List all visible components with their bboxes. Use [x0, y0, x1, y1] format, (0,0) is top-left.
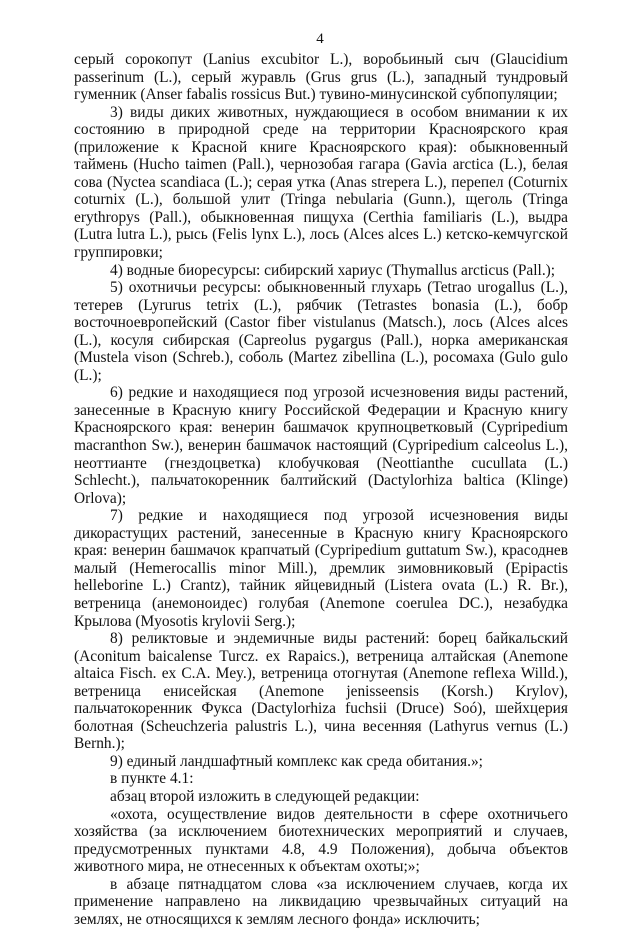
- paragraph-amendment: в абзаце пятнадцатом слова «за исключением случаев, когда их применение направлено на ликвидацию чрезвычайных ситуаций на землях, не относящихся к землям лесного фонда» исключить;: [74, 875, 568, 928]
- paragraph-item-8: 8) реликтовые и эндемичные виды растений: борец байкальский (Aconitum baicalense Turcz. ex Rapaics.), ветреница алтайская (Anemone altaica Fisch. ex C.A. Mey.), ветреница отогнутая (Anemone reflexa Willd.), ветреница енисейская (Anemone jenisseensis (Korsh.) Krylov), пальчатокоренник Фукса (Dactylorhiza fuchsii (Druce) Soó), шейхцерия болотная (Scheuchzeria palustris L.), чина весенняя (Lathyrus vernus (L.) Bernh.);: [74, 630, 568, 753]
- paragraph-continuation: серый сорокопут (Lanius excubitor L.), воробьиный сыч (Glaucidium passerinum (L.), серый журавль (Grus grus (L.), западный тундровый гуменник (Anser fabalis rossicus But.) тувино-минусинской субпопуляции;: [74, 51, 568, 104]
- paragraph-item-4: 4) водные биоресурсы: сибирский хариус (Thymallus arcticus (Pall.);: [110, 261, 556, 279]
- page-number: 4: [316, 31, 324, 47]
- paragraph-clause-4-1: в пункте 4.1:: [110, 770, 194, 788]
- paragraph-quoted-text: «охота, осуществление видов деятельности в сфере охотничьего хозяйства (за исключением биотехнических мероприятий и случаев, предусмотренных пунктами 4.8, 4.9 Положения), добыча объектов животного мира, не отнесенных к объектам охоты;»;: [74, 805, 568, 876]
- paragraph-item-7: 7) редкие и находящиеся под угрозой исчезновения виды дикорастущих растений, занесенные в Красную книгу Красноярского края: венерин башмачок крапчатый (Cypripedium guttatum Sw.), красоднев малый (Hemerocallis minor Mill.), дремлик зимовниковый (Epipactis helleborine L.) Crantz), тайник яйцевидный (Listera ovata (L.) R. Br.), ветреница (анемоноидес) голубая (Anemone coerulea DC.), незабудка Крылова (Myosotis krylovii Serg.);: [74, 507, 568, 630]
- document-body: [74, 51, 568, 928]
- paragraph-item-5: 5) охотничьи ресурсы: обыкновенный глухарь (Tetrao urogallus (L.), тетерев (Lyrurus tetrix (L.), рябчик (Tetrastes bonasia (L.), бобр восточноевропейский (Castor fiber vistulanus (Matsch.), лось (Alces alces (L.), косуля сибирская (Capreolus pygargus (Pall.), норка американская (Mustela vison (Schreb.), соболь (Martez zibellina (L.), росомаха (Gulo gulo (L.);: [74, 279, 568, 384]
- paragraph-item-9: 9) единый ландшафтный комплекс как среда обитания.»;: [110, 752, 483, 770]
- paragraph-item-6: 6) редкие и находящиеся под угрозой исчезновения виды растений, занесенные в Красную книгу Российской Федерации и Красную книгу Красноярского края: венерин башмачок крупноцветковый (Cypripedium macranthon Sw.), венерин башмачок настоящий (Cypripedium calceolus L.), неоттианте (гнездоцветка) клобучковая (Neottianthe cucullata (L.) Schlecht.), пальчатокоренник балтийский (Dactylorhiza baltica (Klinge) Orlova);: [74, 384, 568, 507]
- paragraph-instruction: абзац второй изложить в следующей редакции:: [110, 787, 420, 805]
- paragraph-item-3: 3) виды диких животных, нуждающиеся в особом внимании к их состоянию в природной среде на территории Красноярского края (приложение к Красной книге Красноярского края): обыкновенный таймень (Hucho taimen (Pall.), чернозобая гагара (Gavia arctica (L.), белая сова (Nyctea scandiaca (L.); серая утка (Anas strepera L.), перепел (Coturnix coturnix (L.), большой улит (Tringa nebularia (Gunn.), щеголь (Tringa erythropys (Pall.), обыкновенная пищуха (Certhia familiaris (L.), выдра (Lutra lutra L.), рысь (Felis lynx L.), лось (Alces alces L.) кетско-кемчугской группировки;: [74, 103, 568, 262]
